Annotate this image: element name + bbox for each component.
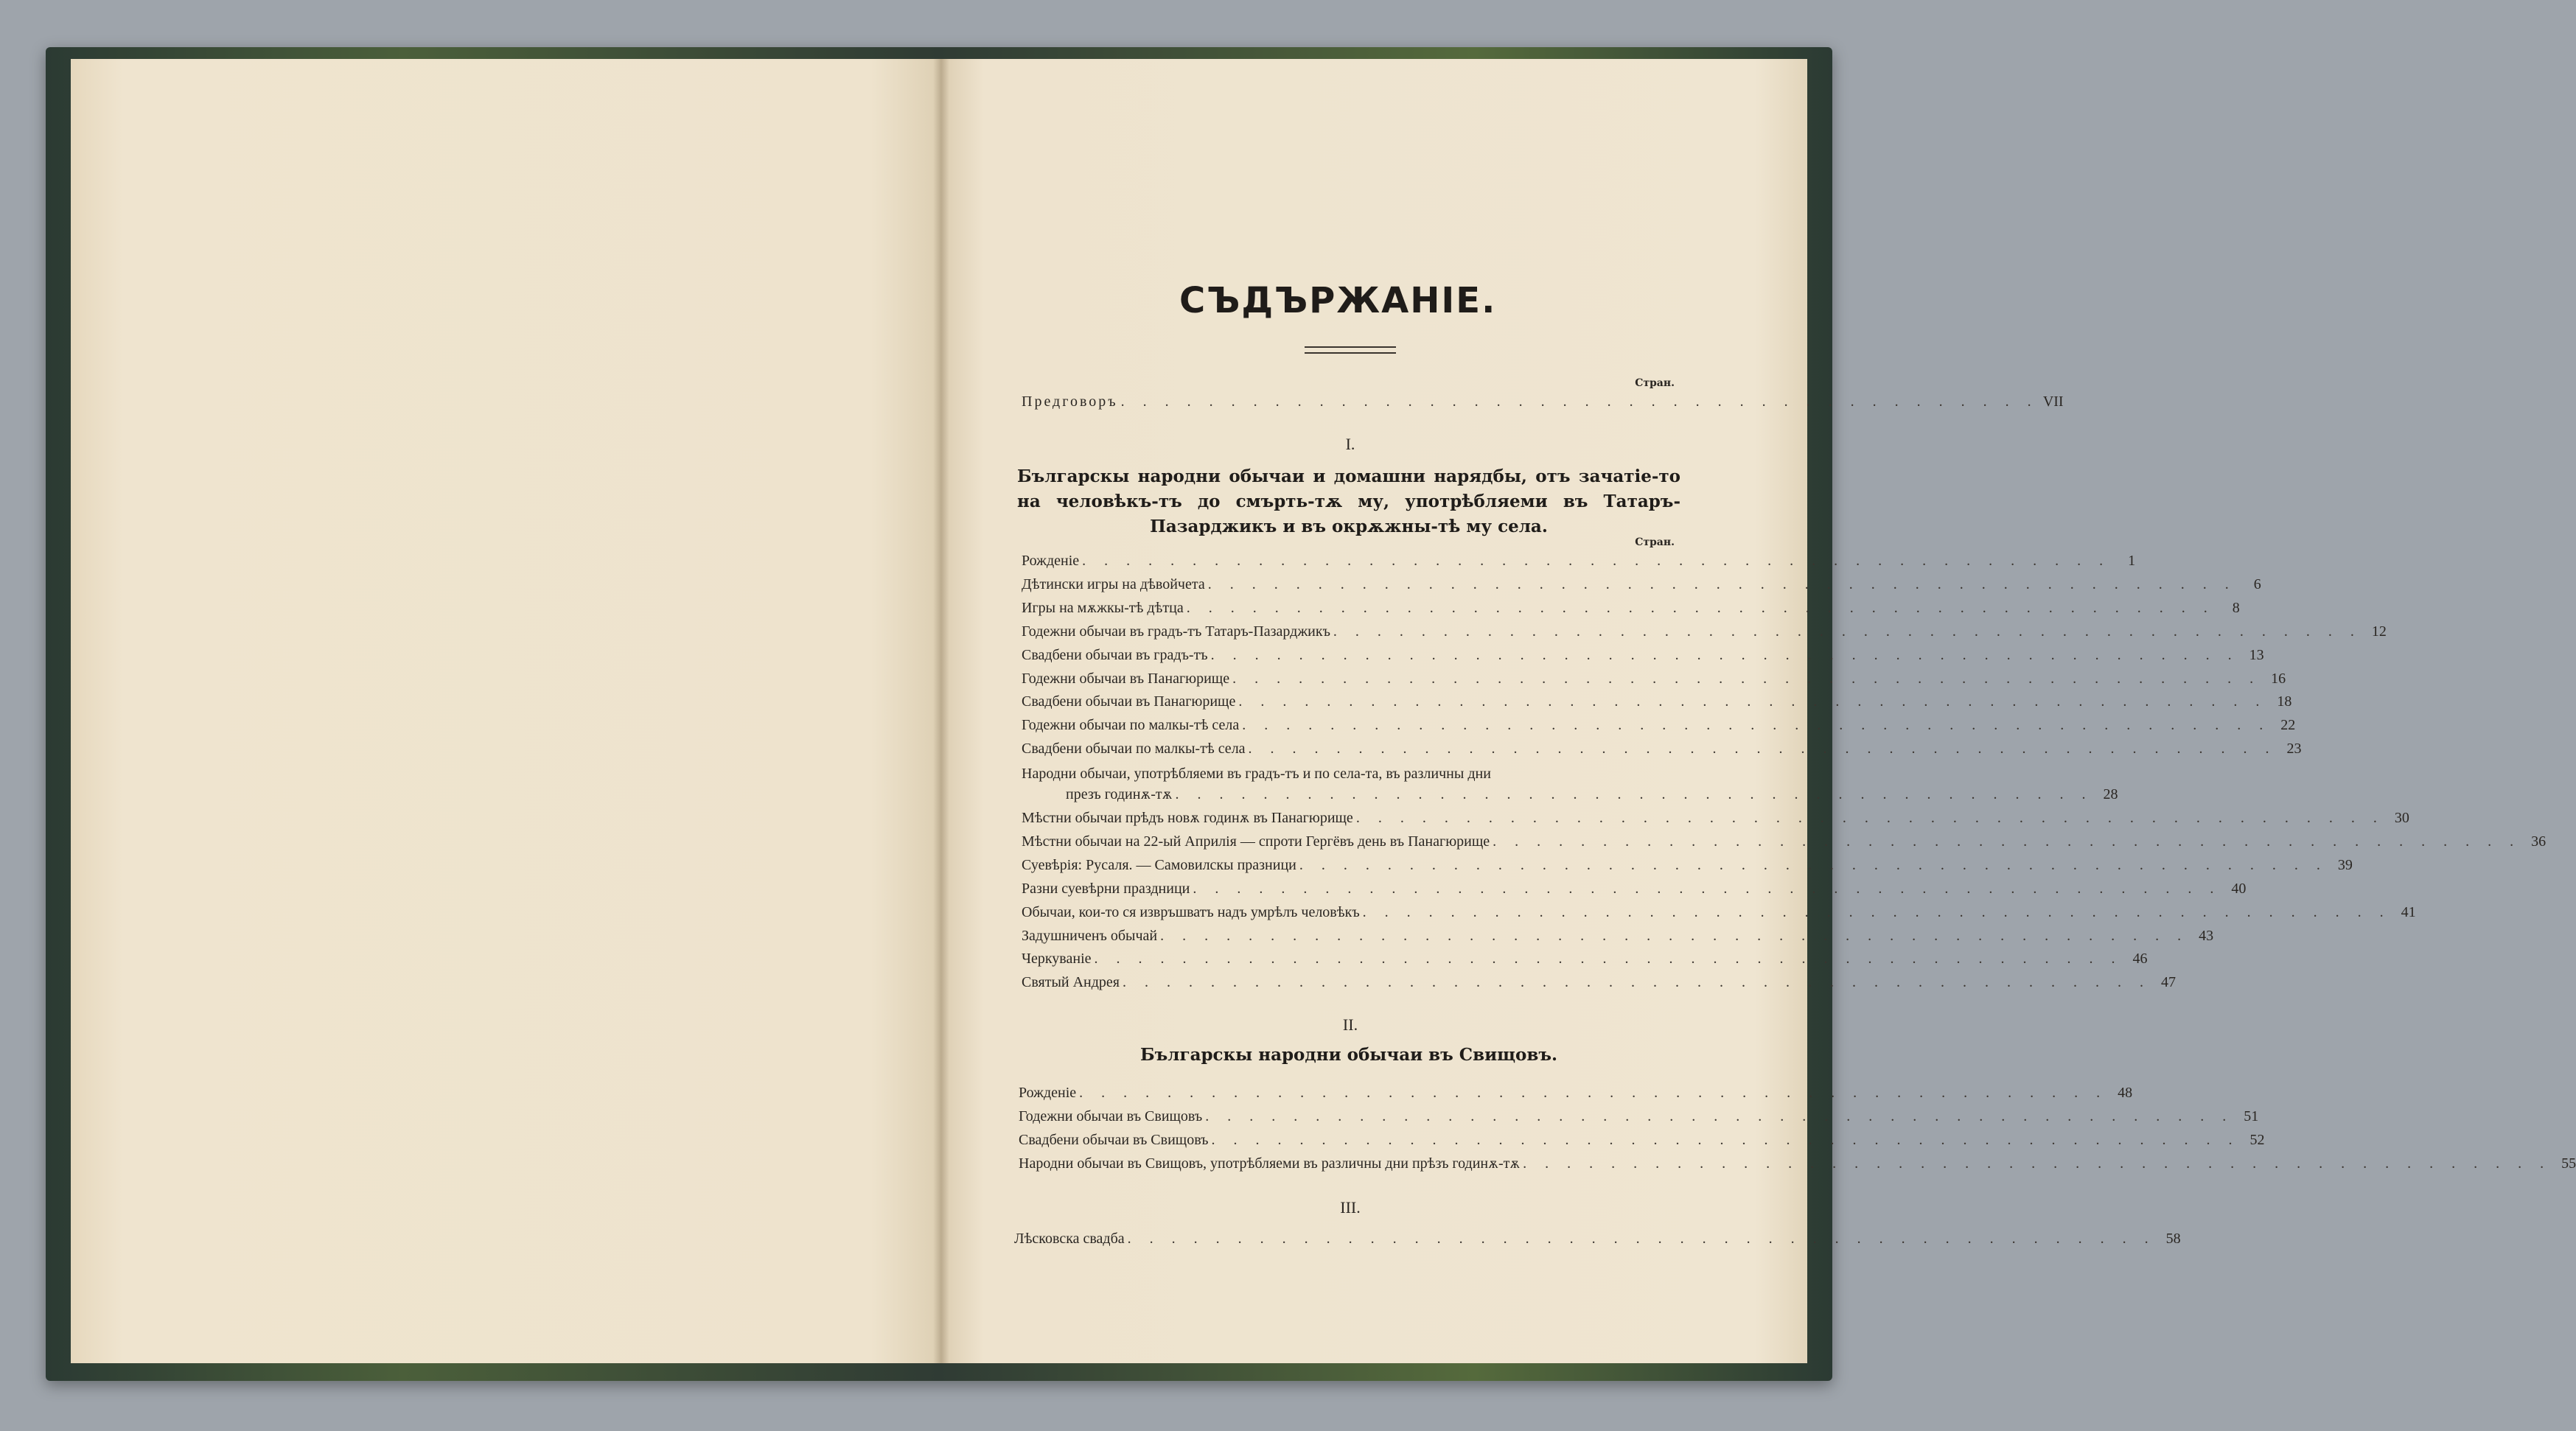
entry-page: 52 — [2249, 1131, 2265, 1148]
entry-label: Свадбени обычаи въ Свищовъ — [1019, 1131, 1209, 1148]
toc-entry-preface — [1022, 393, 2064, 410]
leader-dots: . . . . . . . . . . . . . . . . . . . . . . . . . . . . . . . . . . . . . . . . . . . . . . . — [1299, 856, 2328, 873]
toc-entry — [1022, 646, 2264, 664]
entry-label: презъ годинѫ-тѫ — [1066, 786, 1173, 802]
entry-page: 36 — [2531, 833, 2547, 850]
entry-page: 12 — [2371, 623, 2387, 640]
entry-page: 18 — [2277, 693, 2292, 710]
leader-dots: . . . . . . . . . . . . . . . . . . . . . . . . . . . . . . . . . . . . . . . . . . . . . . . — [1094, 951, 2123, 968]
pages-column-label: Стран. — [1635, 377, 1675, 389]
leader-dots: . . . . . . . . . . . . . . . . . . . . . . . . . . . . . . . . . . . . . . . . . . . . . . . — [1127, 1231, 2156, 1247]
toc-entry — [1022, 575, 2261, 593]
leader-dots: . . . . . . . . . . . . . . . . . . . . . . . . . . . . . . . . . . . . . . . . . . . . . . . — [1248, 741, 2277, 758]
leader-dots: . . . . . . . . . . . . . . . . . . . . . . . . . . . . . . . . . . . . . . . . . . . . . . . — [1082, 553, 2111, 569]
entry-label: Предговоръ — [1022, 393, 1118, 410]
entry-label: Свадбени обычаи по малкы-тѣ села — [1022, 741, 1246, 758]
entry-label: Лѣсковска свадба — [1014, 1231, 1125, 1247]
leader-dots: . . . . . . . . . . . . . . . . . . . . . . . . . . . . . . . . . . . . . . . . . . . . . . . — [1242, 717, 2271, 734]
toc-entry — [1022, 927, 2214, 945]
toc-entry — [1022, 974, 2176, 991]
toc-entry — [1022, 623, 2387, 640]
leader-dots: . . . . . . . . . . . . . . . . . . . . . . . . . . . . . . . . . . . . . . . . . . . . . . . — [1123, 974, 2151, 991]
entry-page: 16 — [2271, 670, 2286, 687]
leader-dots: . . . . . . . . . . . . . . . . . . . . . . . . . . . . . . . . . . . . . . . . . . . . . . . — [1079, 1085, 2108, 1101]
entry-label: Задушниченъ обычай — [1022, 927, 1158, 944]
entry-label: Свадбени обычаи въ Панагюрище — [1022, 693, 1236, 710]
entry-page: 43 — [2199, 927, 2214, 944]
leader-dots: . . . . . . . . . . . . . . . . . . . . . . . . . . . . . . . . . . . . . . . . . . . . . . . — [1193, 880, 2221, 897]
entry-label: Разни суевѣрни праздници — [1022, 880, 1190, 897]
entry-page: 48 — [2118, 1085, 2133, 1101]
entry-label: Игры на мѫжкы-тѣ дѣтца — [1022, 599, 1184, 616]
entry-label: Народни обычаи въ Свищовъ, употрѣбляеми въ различны дни прѣзъ годинѫ-тѫ — [1019, 1155, 1521, 1172]
toc-title: СЪДЪРЖАНІЕ. — [1179, 280, 1497, 321]
entry-label: Рожденіе — [1022, 553, 1080, 569]
leader-dots: . . . . . . . . . . . . . . . . . . . . . . . . . . . . . . . . . . . . . . . . . . . . . . . — [1186, 599, 2215, 616]
leader-dots: . . . . . . . . . . . . . . . . . . . . . . . . . . . . . . . . . . . . . . . . . . . . . . . — [1160, 927, 2189, 944]
entry-label: Святый Андрея — [1022, 974, 1120, 991]
long-entry-line1: Народни обычаи, употрѣбляеми въ градъ-тъ и по села-та, въ различны дни — [1022, 766, 1491, 782]
section-heading-1: Българскы народни обычаи и домашни нарядбы, отъ зачатіе-то на человѣкъ-тъ до смърть-тѫ му, употрѣбляеми въ Татаръ-Пазарджикъ и въ окрѫжны-тѣ му села. — [1017, 466, 1680, 536]
entry-page: 22 — [2280, 717, 2296, 734]
entry-page: 46 — [2132, 951, 2148, 968]
toc-entry — [1014, 1231, 2181, 1248]
entry-page: 51 — [2244, 1108, 2259, 1124]
entry-page: 47 — [2161, 974, 2176, 991]
section-numeral-1: I. — [1345, 435, 1355, 453]
leader-dots: . . . . . . . . . . . . . . . . . . . . . . . . . . . . . . . . . . . . . . . . . . . . . . . — [1333, 623, 2362, 640]
toc-entry — [1022, 741, 2302, 758]
toc-entry — [1022, 599, 2240, 617]
leader-dots: . . . . . . . . . . . . . . . . . . . . . . . . . . . . . . . . . . . . . . . . . . . . . . . — [1205, 1108, 2234, 1124]
entry-page: 1 — [2128, 553, 2136, 569]
entry-page: 58 — [2165, 1231, 2181, 1247]
entry-label: Суевѣрія: Русаля. — Самовилскы празници — [1022, 856, 1296, 873]
leader-dots: . . . . . . . . . . . . . . . . . . . . . . . . . . . . . . . . . . . . . . . . . . — [1120, 393, 2039, 410]
entry-page: 13 — [2249, 646, 2264, 663]
toc-entry — [1022, 951, 2148, 968]
entry-label: Годежни обычаи въ градъ-тъ Татаръ-Пазарджикъ — [1022, 623, 1330, 640]
entry-page: 39 — [2337, 856, 2353, 873]
entry-label: Годежни обычаи въ Свищовъ — [1019, 1108, 1203, 1124]
toc-entry — [1022, 670, 2286, 687]
entry-label: Дѣтински игры на дѣвойчета — [1022, 575, 1205, 592]
leader-dots: . . . . . . . . . . . . . . . . . . . . . . . . . . . . . . . . . . . . . . . . . . . . . . . — [1355, 810, 2384, 826]
leader-dots: . . . . . . . . . . . . . . . . . . . . . . . . . . . . . . . . . . . . . . . . . . . . . . . — [1238, 693, 2267, 710]
entry-label: Годежни обычаи въ Панагюрище — [1022, 670, 1230, 687]
leader-dots: . . . . . . . . . . . . . . . . . . . . . . . . . . . . . . . . . . . . . . . . . . . . . . . — [1211, 1131, 2240, 1148]
entry-page: 28 — [2103, 786, 2118, 802]
leader-dots: . . . . . . . . . . . . . . . . . . . . . . . . . . . . . . . . . . . . . . . . . . . . . . . — [1523, 1155, 2552, 1172]
book-gutter — [933, 59, 949, 1363]
entry-label: Годежни обычаи по малкы-тѣ села — [1022, 717, 1240, 734]
left-blank-page — [71, 59, 940, 1363]
section-heading-2: Българскы народни обычаи въ Свищовъ. — [1139, 1045, 1558, 1065]
entry-page: 55 — [2561, 1155, 2576, 1172]
entry-page: 40 — [2231, 880, 2247, 897]
entry-label: Рожденіе — [1019, 1085, 1077, 1101]
long-entry-line2 — [1066, 786, 2118, 803]
pages-column-label: Стран. — [1635, 536, 1675, 548]
entry-label: Мѣстни обычаи на 22-ый Априлія — спроти Гергёвъ день въ Панагюрище — [1022, 833, 1490, 850]
leader-dots: . . . . . . . . . . . . . . . . . . . . . . . . . . . . . . . . . . . . . . . . . . . . . . . — [1362, 903, 2391, 920]
toc-entry — [1019, 1085, 2133, 1102]
toc-entry — [1019, 1155, 2576, 1172]
entry-page: 41 — [2401, 903, 2416, 920]
title-rule — [1305, 346, 1396, 354]
entry-label: Черкуваніе — [1022, 951, 1092, 968]
leader-dots: . . . . . . . . . . . . . . . . . . . . . . . . . . . . . . . . . . . . . . . . . . . . . . . — [1207, 575, 2236, 592]
entry-label: Обычаи, кои-то ся извръшватъ надъ умрѣлъ человѣкъ — [1022, 903, 1360, 920]
leader-dots: . . . . . . . . . . . . . . . . . . . . . . . . . . . . . . . . . . . . . . . . . . . . . . . — [1210, 646, 2239, 663]
entry-page: 23 — [2286, 741, 2302, 758]
toc-entry — [1022, 693, 2292, 710]
toc-entry — [1022, 810, 2409, 827]
toc-entry — [1019, 1131, 2265, 1149]
entry-page: 30 — [2394, 810, 2409, 826]
leader-dots: . . . . . . . . . . . . . . . . . . . . . . . . . . . . . . . . . . . . . . . . . . — [1175, 786, 2093, 802]
toc-entry — [1022, 553, 2136, 570]
entry-page: 6 — [2253, 575, 2261, 592]
toc-entry — [1022, 856, 2353, 874]
leader-dots: . . . . . . . . . . . . . . . . . . . . . . . . . . . . . . . . . . . . . . . . . . . . . . . — [1493, 833, 2521, 850]
entry-page: 8 — [2232, 599, 2240, 616]
section-numeral-3: III. — [1340, 1198, 1361, 1217]
leader-dots: . . . . . . . . . . . . . . . . . . . . . . . . . . . . . . . . . . . . . . . . . . . . . . . — [1232, 670, 2261, 687]
entry-label: Свадбени обычаи въ градъ-тъ — [1022, 646, 1208, 663]
toc-entry — [1022, 833, 2547, 850]
section-numeral-2: II. — [1342, 1015, 1358, 1034]
toc-entry — [1022, 880, 2247, 898]
toc-entry — [1022, 903, 2416, 921]
toc-entry — [1022, 717, 2296, 734]
entry-page: VII — [2042, 393, 2064, 410]
entry-label: Мѣстни обычаи прѣдъ новѫ годинѫ въ Панагюрище — [1022, 810, 1353, 826]
toc-entry — [1019, 1108, 2259, 1125]
